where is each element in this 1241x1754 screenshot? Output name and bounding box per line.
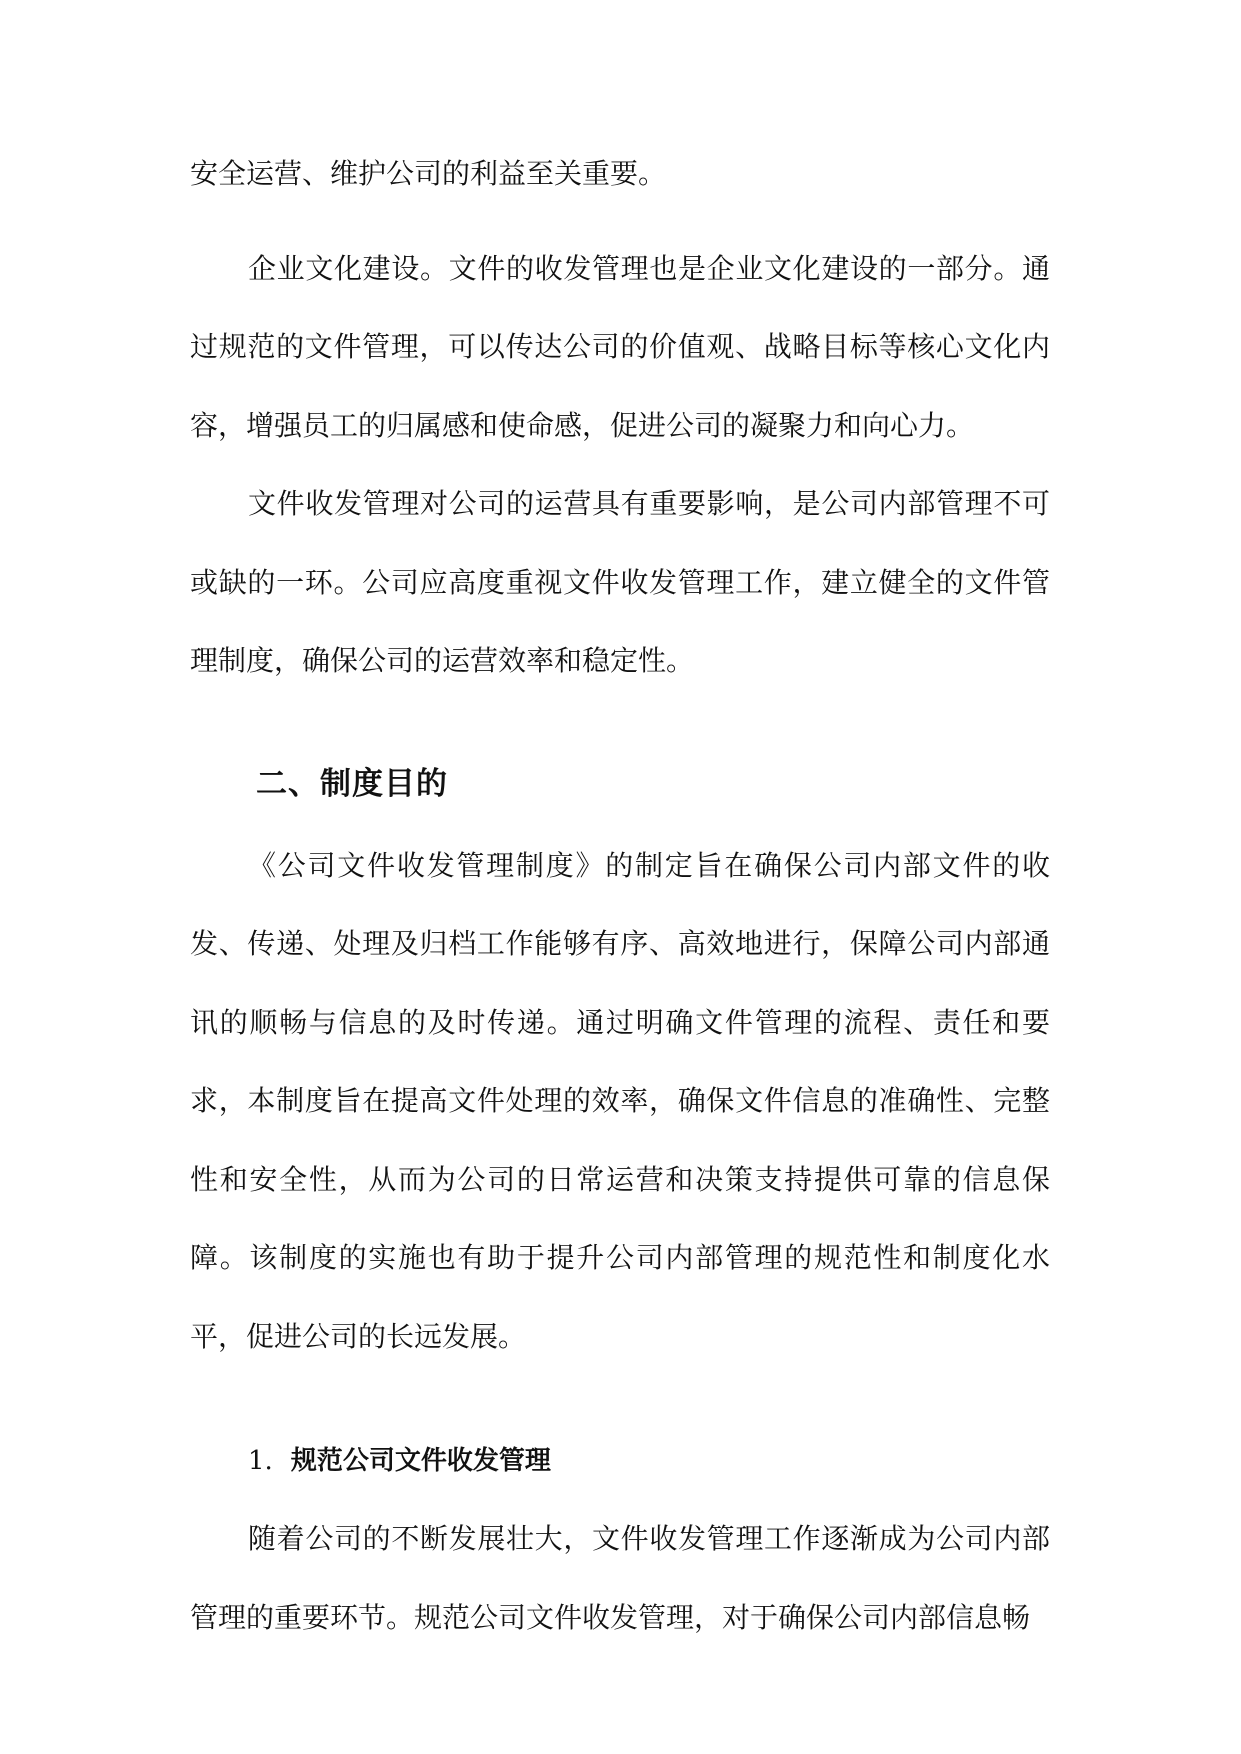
subsection-title: 规范公司文件收发管理 <box>290 1446 551 1476</box>
paragraph-standardize: 随着公司的不断发展壮大，文件收发管理工作逐渐成为公司内部管理的重要环节。规范公司文件收发管理，对于确保公司内部信息畅 <box>190 1522 1050 1634</box>
paragraph-continuation: 安全运营、维护公司的利益至关重要。 <box>190 157 667 190</box>
paragraph-purpose: 《公司文件收发管理制度》的制定旨在确保公司内部文件的收发、传递、处理及归档工作能够有序、高效地进行，保障公司内部通讯的顺畅与信息的及时传递。通过明确文件管理的流程、责任和要求，本制度旨在提高文件处理的效率，确保文件信息的准确性、完整性和安全性，从而为公司的日常运营和决策支持提供可靠的信息保障。该制度的实施也有助于提升公司内部管理的规范性和制度化水平，促进公司的长远发展。 <box>190 848 1050 1353</box>
subsection-number: 1. <box>248 1446 273 1476</box>
subsection-heading <box>190 1422 1050 1500</box>
paragraph-corporate-culture: 企业文化建设。文件的收发管理也是企业文化建设的一部分。通过规范的文件管理，可以传达公司的价值观、战略目标等核心文化内容，增强员工的归属感和使命感，促进公司的凝聚力和向心力。 <box>190 251 1050 442</box>
section-heading-purpose: 二、制度目的 <box>256 765 448 802</box>
document-body <box>190 135 1050 1657</box>
paragraph-summary: 文件收发管理对公司的运营具有重要影响，是公司内部管理不可或缺的一环。公司应高度重视文件收发管理工作，建立健全的文件管理制度，确保公司的运营效率和稳定性。 <box>190 487 1050 677</box>
